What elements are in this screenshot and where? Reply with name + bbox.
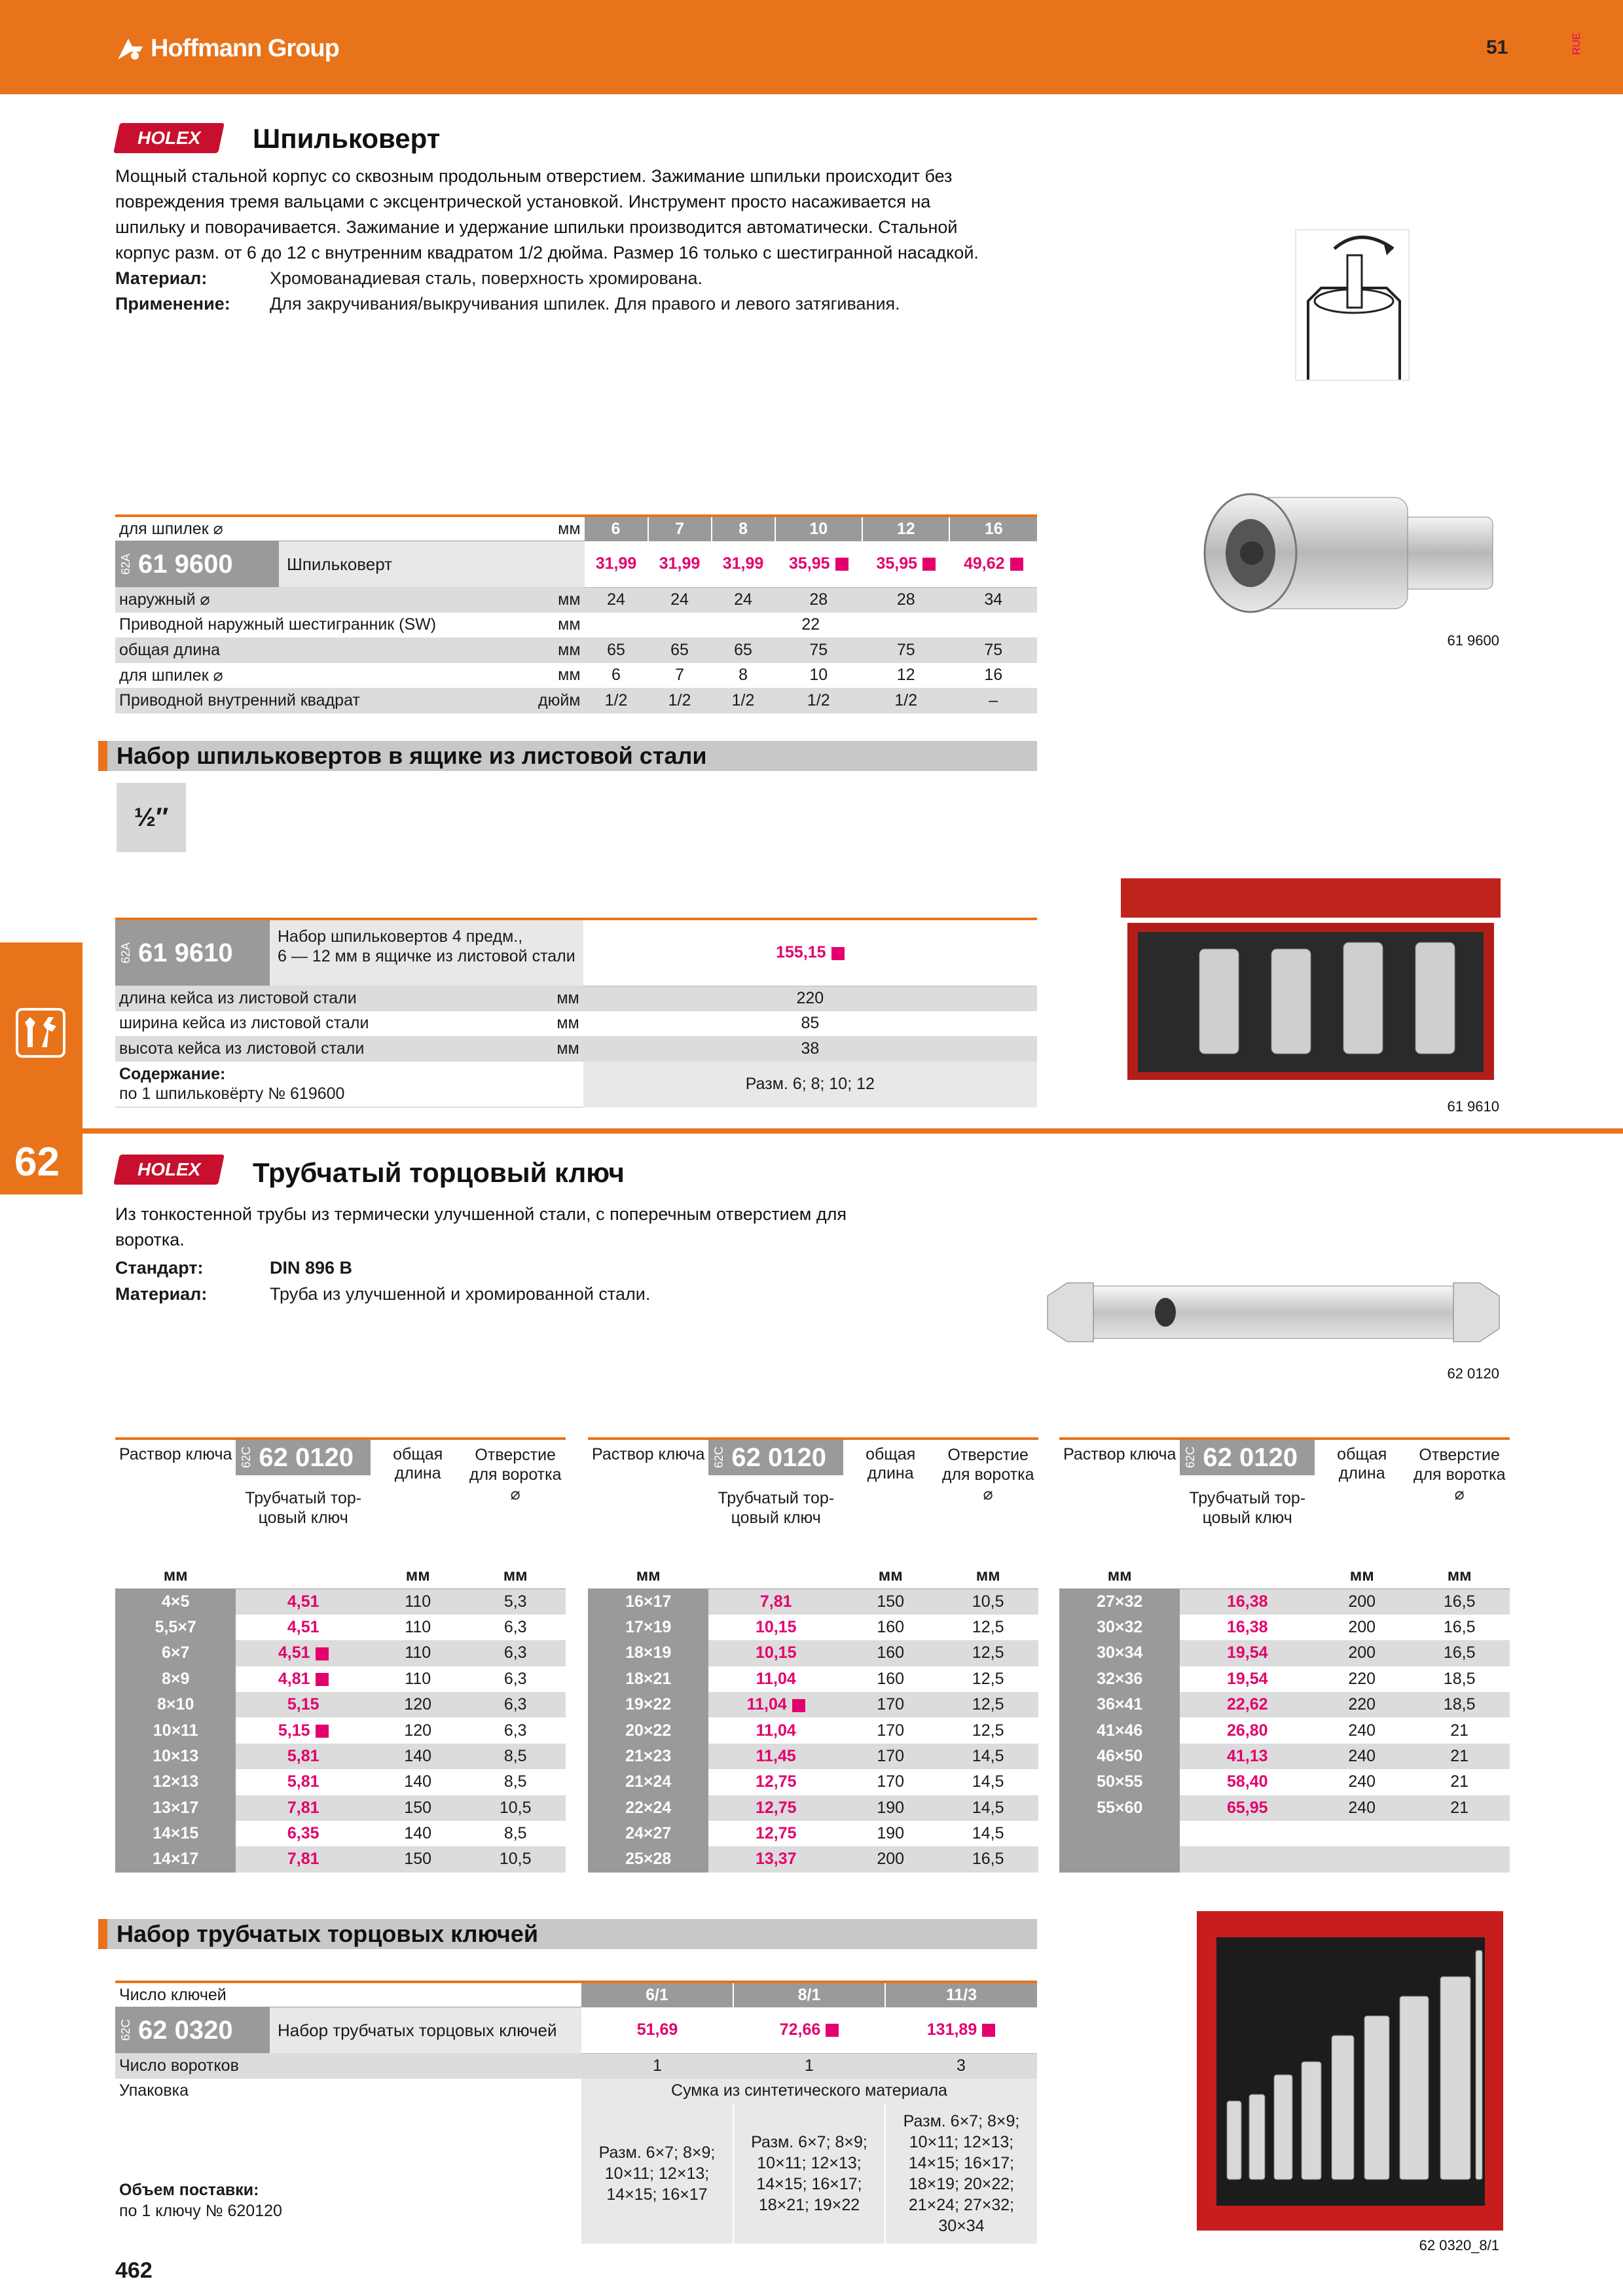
col-size-label: Раствор ключа [592, 1445, 705, 1463]
col-hole-label: Отверстие для воротка ⌀ [469, 1446, 562, 1503]
col-size-label: Раствор ключа [1063, 1445, 1176, 1463]
col-hole-label: Отверстие для воротка ⌀ [1413, 1446, 1506, 1503]
scope-col-2: Разм. 6×7; 8×9; 10×11; 12×13; 14×15; 16×17; 18×21; 19×22 [733, 2104, 885, 2244]
col-length-label: общая длина [866, 1445, 916, 1482]
table-row: 16×17 7,81 150 10,5 [588, 1588, 1038, 1614]
table-row: 21×24 12,75 170 14,5 [588, 1769, 1038, 1795]
product-title: Шпильковерт [253, 123, 441, 154]
wrench-size-table-3: Раствор ключа 62C 62 0120 Трубчатый тор-цовый ключ общая длина Отверстие для воротка ⌀ мм мм мм 27×32 16,38 200 16,5 30×32 16,38 200 16,5 30×34 19,54 200 16,5 32×36 19,54 220 18,5 36×41 22,62 220 18,5 41×46 26,80 240 21 46×50 41,13 240 21 50×55 58,40 240 21 55×60 65,95 240 21 [1059, 1437, 1510, 1873]
table-row: 18×19 10,15 160 12,5 [588, 1640, 1038, 1666]
image-caption-619600: 61 9600 [1447, 632, 1499, 649]
brand-name: Hoffmann Group [151, 34, 339, 62]
scope-col-3: Разм. 6×7; 8×9; 10×11; 12×13; 14×15; 16×17; 18×19; 20×22; 21×24; 27×32; 30×34 [885, 2104, 1037, 2244]
holex-badge: HOLEX [113, 123, 225, 153]
article-name: Набор трубчатых торцовых ключей [270, 2007, 581, 2053]
article-name: Набор шпильковертов 4 предм., 6 — 12 мм в ящичке из листовой стали [270, 920, 583, 986]
application-row: Применение: Для закручивания/выкручивания шпилек. Для правого и левого затягивания. [115, 294, 900, 314]
wrench-size-table-2: Раствор ключа 62C 62 0120 Трубчатый тор-цовый ключ общая длина Отверстие для воротка ⌀ мм мм мм 16×17 7,81 150 10,5 17×19 10,15 160 12,5 18×19 10,15 160 12,5 18×21 11,04 160 12,5 19×22 11,04 170 12,5 20×22 11,04 170 12,5 21×23 11,45 170 14,5 21×24 12,75 170 14,5 22×24 12,75 190 14,5 24×27 12,75 190 14,5 25×28 13,37 200 16,5 [588, 1437, 1038, 1873]
table-row: 50×55 58,40 240 21 [1059, 1769, 1510, 1795]
product-title-2: Трубчатый торцовый ключ [253, 1157, 625, 1188]
tubular-wrench-image [1041, 1270, 1506, 1355]
table-row: 18×21 11,04 160 12,5 [588, 1666, 1038, 1692]
col-name-label: Трубчатый тор-цовый ключ [1189, 1489, 1306, 1527]
hoffmann-logo-icon [115, 33, 145, 63]
material-row-2: Материал: Труба из улучшенной и хромированной стали. [115, 1284, 651, 1304]
table-row: 24×27 12,75 190 14,5 [588, 1821, 1038, 1846]
table-row: 8×10 5,15 120 6,3 [115, 1692, 566, 1717]
table-row: 41×46 26,80 240 21 [1059, 1717, 1510, 1743]
table-row: 30×32 16,38 200 16,5 [1059, 1615, 1510, 1640]
col-name-label: Трубчатый тор-цовый ключ [245, 1489, 362, 1527]
col-size-label: Раствор ключа [119, 1445, 232, 1463]
tools-icon [16, 1008, 65, 1058]
table-row: 55×60 65,95 240 21 [1059, 1795, 1510, 1821]
article-number-box: 62C 62 0320 [115, 2007, 270, 2053]
chapter-tab [0, 942, 82, 1194]
col-name-label: Трубчатый тор-цовый ключ [718, 1489, 835, 1527]
spec-table-620320: Число ключей 6/1 8/1 11/3 62C 62 0320 Набор трубчатых торцовых ключей 51,69 72,66 131,89 Число воротков 1 1 3 Упаковка Сумка из синтетического материала Объем поставки: по 1 ключу № 620120 Разм. 6×7; 8×9; 10×11; 12×13; 14×15; 16×17 Разм. 6×7; 8×9; 10×11; 12×13; 14×15; 16×17; 18×21; 19×22 Разм. 6×7; 8×9; 10×11; 12×13; 14×15; 16×17; 18×19; 20×22; 21×24; 27×32; 30×34 [115, 1981, 1037, 2244]
image-caption-620120: 62 0120 [1447, 1365, 1499, 1382]
brand-logo [115, 29, 339, 68]
table-row: 10×11 5,15 120 6,3 [115, 1717, 566, 1743]
material-row: Материал: Хромованадиевая сталь, поверхность хромирована. [115, 268, 702, 288]
table-row: 19×22 11,04 170 12,5 [588, 1692, 1038, 1717]
product-description-2: Из тонкостенной трубы из термически улучшенной стали, с поперечным отверстием для воротка. [115, 1204, 847, 1249]
image-caption-619610: 61 9610 [1447, 1098, 1499, 1115]
table-row: 10×13 5,81 140 8,5 [115, 1744, 566, 1769]
article-number-box: 62A 61 9600 [115, 541, 279, 587]
article-number-box: 62C 62 0120 [1180, 1440, 1315, 1475]
wrench-set-pouch-image [1197, 1911, 1503, 2231]
table-row: 36×41 22,62 220 18,5 [1059, 1692, 1510, 1717]
article-number-box: 62C 62 0120 [708, 1440, 843, 1475]
region-code: RUE [1571, 33, 1582, 55]
scope-col-1: Разм. 6×7; 8×9; 10×11; 12×13; 14×15; 16×17 [581, 2104, 733, 2244]
article-number-box: 62C 62 0120 [236, 1440, 371, 1475]
table-row: 25×28 13,37 200 16,5 [588, 1846, 1038, 1872]
table-row: 32×36 19,54 220 18,5 [1059, 1666, 1510, 1692]
table-row: 21×23 11,45 170 14,5 [588, 1744, 1038, 1769]
table-row: 5,5×7 4,51 110 6,3 [115, 1615, 566, 1640]
image-caption-620320: 62 0320_8/1 [1419, 2237, 1499, 2253]
table-row: 12×13 5,81 140 8,5 [115, 1769, 566, 1795]
chapter-number: 62 [14, 1139, 60, 1185]
standard-row: Стандарт: DIN 896 B [115, 1258, 353, 1278]
wrench-size-table-1: Раствор ключа 62C 62 0120 Трубчатый тор-цовый ключ общая длина Отверстие для воротка ⌀ мм мм мм 4×5 4,51 110 5,3 5,5×7 4,51 110 6,3 6×7 4,51 110 6,3 8×9 4,81 110 6,3 8×10 5,15 120 6,3 10×11 5,15 120 6,3 10×13 5,81 140 8,5 12×13 5,81 140 8,5 13×17 7,81 150 10,5 14×15 6,35 140 8,5 14×17 7,81 150 10,5 [115, 1437, 566, 1873]
section-header-wrench-set: Набор трубчатых торцовых ключей [98, 1919, 1037, 1949]
page-number-top: 51 [1486, 37, 1508, 58]
col-hole-label: Отверстие для воротка ⌀ [941, 1446, 1034, 1503]
spec-table-619610: 62A 61 9610 Набор шпильковертов 4 предм., 6 — 12 мм в ящичке из листовой стали 155,15 длина кейса из листовой стали мм 220 ширина кейса из листовой стали мм 85 высота кейса из листовой стали мм 38 Содержание: по 1 шпильковёрту № 619600 Разм. 6; 8; 10; 12 [115, 918, 1037, 1107]
table-row: 20×22 11,04 170 12,5 [588, 1717, 1038, 1743]
product-description: Мощный стальной корпус со сквозным продольным отверстием. Зажимание шпильки происходит без повреждения тремя вальцами с эксцентрической установкой. Инструмент просто насаживается на шпильку и поворачивается. Зажимание и удержание шпильки производится автоматически. Стальной корпус разм. от 6 до 12 с внутренним квадратом 1/2 дюйма. Размер 16 только с шестигранной насадкой. [115, 166, 979, 262]
spec-table-619600: для шпилек ⌀ мм 6 7 8 10 12 16 62A 61 9600 Шпильковерт 31,99 31,99 31,99 35,95 35,95 49,62 наружный ⌀ мм 24 24 24 28 28 34 Приводной наружный шестигранник (SW) мм 22 общая длина мм 65 65 65 75 75 75 для шпилек ⌀ мм 6 7 8 10 12 16 Приводной внутренний квадрат дюйм 1/2 1/2 1/2 1/2 1/2 – [115, 514, 1037, 713]
stud-extractor-set-image [1114, 877, 1507, 1086]
table-row: 14×17 7,81 150 10,5 [115, 1846, 566, 1872]
table-row: 8×9 4,81 110 6,3 [115, 1666, 566, 1692]
stud-extractor-image [1192, 478, 1506, 628]
usage-diagram-image [1295, 229, 1410, 381]
col-length-label: общая длина [1337, 1445, 1387, 1482]
table-row: 22×24 12,75 190 14,5 [588, 1795, 1038, 1821]
table-row: 14×15 6,35 140 8,5 [115, 1821, 566, 1846]
section-header-set: Набор шпильковертов в ящике из листовой стали [98, 741, 1037, 771]
table-row [1059, 1821, 1510, 1846]
table-row: 4×5 4,51 110 5,3 [115, 1588, 566, 1614]
table-row: 30×34 19,54 200 16,5 [1059, 1640, 1510, 1666]
article-number-box: 62A 61 9610 [115, 920, 270, 986]
table-row: 6×7 4,51 110 6,3 [115, 1640, 566, 1666]
page-number-bottom: 462 [115, 2258, 153, 2283]
section-divider [82, 1128, 1623, 1134]
table-row: 46×50 41,13 240 21 [1059, 1744, 1510, 1769]
holex-badge-2: HOLEX [113, 1155, 225, 1185]
table-row [1059, 1846, 1510, 1872]
col-length-label: общая длина [393, 1445, 443, 1482]
drive-size-badge: ½″ [117, 783, 186, 852]
table-row: 13×17 7,81 150 10,5 [115, 1795, 566, 1821]
table-row: 17×19 10,15 160 12,5 [588, 1615, 1038, 1640]
article-name: Шпильковерт [279, 541, 585, 587]
table-row: 27×32 16,38 200 16,5 [1059, 1588, 1510, 1614]
